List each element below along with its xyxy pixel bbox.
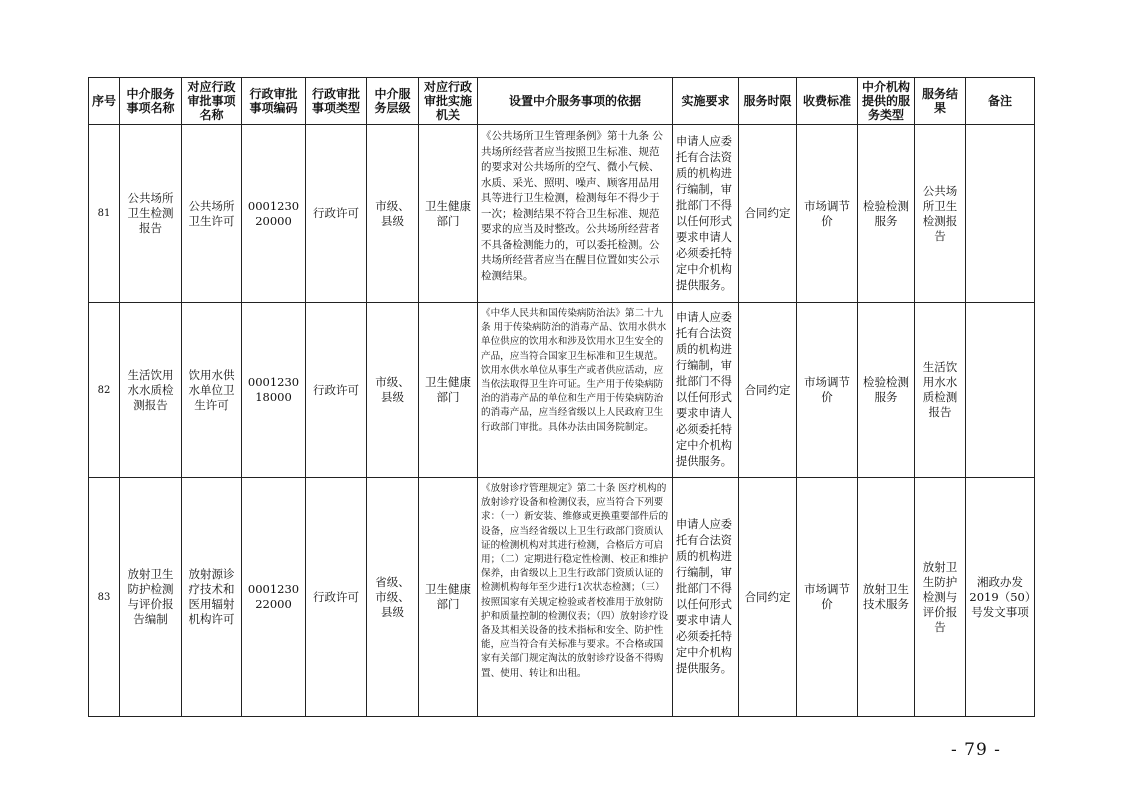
cell-approval-name: 饮用水供水单位卫生许可 — [182, 303, 242, 478]
cell-agency: 卫生健康部门 — [419, 303, 478, 478]
cell-level: 市级、县级 — [367, 303, 419, 478]
cell-seq: 82 — [89, 303, 120, 478]
cell-result: 公共场所卫生检测报告 — [915, 125, 966, 303]
cell-seq: 83 — [89, 478, 120, 717]
cell-service-type: 放射卫生技术服务 — [858, 478, 915, 717]
table-row — [89, 125, 1035, 303]
cell-agency: 卫生健康部门 — [419, 125, 478, 303]
cell-fee: 市场调节价 — [797, 303, 858, 478]
cell-remark: 湘政办发2019（50）号发文事项 — [966, 478, 1035, 717]
cell-code: 000123018000 — [242, 303, 306, 478]
table-row — [89, 478, 1035, 717]
header-level: 中介服务层级 — [367, 78, 419, 125]
header-seq: 序号 — [89, 78, 120, 125]
header-approval-type: 行政审批事项类型 — [306, 78, 367, 125]
table-header-row — [89, 78, 1035, 125]
cell-requirement: 申请人应委托有合法资质的机构进行编制，审批部门不得以任何形式要求申请人必须委托特定中介机构提供服务。 — [673, 478, 739, 717]
cell-basis: 《公共场所卫生管理条例》第十九条 公共场所经营者应当按照卫生标准、规范的要求对公共场所的空气、微小气候、水质、采光、照明、噪声、顾客用品用具等进行卫生检测，检测每年不得少于一次；检测结果不符合卫生标准、规范要求的应当及时整改。公共场所经营者不具备检测能力的，可以委托检测。公共场所经营者应当在醒目位置如实公示检测结果。 — [478, 125, 673, 303]
cell-time-limit: 合同约定 — [739, 303, 797, 478]
cell-approval-type: 行政许可 — [306, 478, 367, 717]
cell-approval-type: 行政许可 — [306, 303, 367, 478]
cell-seq: 81 — [89, 125, 120, 303]
table-row — [89, 303, 1035, 478]
service-items-table — [88, 77, 1035, 717]
cell-service-name: 放射卫生防护检测与评价报告编制 — [120, 478, 182, 717]
cell-approval-type: 行政许可 — [306, 125, 367, 303]
cell-approval-name: 公共场所卫生许可 — [182, 125, 242, 303]
cell-service-type: 检验检测服务 — [858, 303, 915, 478]
header-requirement: 实施要求 — [673, 78, 739, 125]
header-service-type: 中介机构提供的服务类型 — [858, 78, 915, 125]
cell-time-limit: 合同约定 — [739, 478, 797, 717]
cell-fee: 市场调节价 — [797, 125, 858, 303]
cell-code: 000123022000 — [242, 478, 306, 717]
cell-basis: 《中华人民共和国传染病防治法》第二十九条 用于传染病防治的消毒产品、饮用水供水单位供应的饮用水和涉及饮用水卫生安全的产品，应当符合国家卫生标准和卫生规范。饮用水供水单位从事生产或者供应活动，应当依法取得卫生许可证。生产用于传染病防治的消毒产品的单位和生产用于传染病防治的消毒产品，应当经省级以上人民政府卫生行政部门审批。具体办法由国务院制定。 — [478, 303, 673, 478]
cell-approval-name: 放射源诊疗技术和医用辐射机构许可 — [182, 478, 242, 717]
header-service-name: 中介服务事项名称 — [120, 78, 182, 125]
header-remark: 备注 — [966, 78, 1035, 125]
header-fee: 收费标准 — [797, 78, 858, 125]
cell-level: 市级、县级 — [367, 125, 419, 303]
cell-basis: 《放射诊疗管理规定》第二十条 医疗机构的放射诊疗设备和检测仪表，应当符合下列要求：（一）新安装、维修或更换重要部件后的设备，应当经省级以上卫生行政部门资质认证的检测机构对其进行检测，合格后方可启用；（二）定期进行稳定性检测、校正和维护保养，由省级以上卫生行政部门资质认证的检测机构每年至少进行1次状态检测；（三）按照国家有关规定检验或者校准用于放射防护和质量控制的检测仪表；（四）放射诊疗设备及其相关设备的技术指标和安全、防护性能，应当符合有关标准与要求。不合格或国家有关部门规定淘汰的放射诊疗设备不得购置、使用、转让和出租。 — [478, 478, 673, 717]
header-result: 服务结果 — [915, 78, 966, 125]
cell-service-name: 公共场所卫生检测报告 — [120, 125, 182, 303]
cell-time-limit: 合同约定 — [739, 125, 797, 303]
cell-code: 000123020000 — [242, 125, 306, 303]
cell-fee: 市场调节价 — [797, 478, 858, 717]
header-code: 行政审批事项编码 — [242, 78, 306, 125]
header-basis: 设置中介服务事项的依据 — [478, 78, 673, 125]
cell-remark — [966, 125, 1035, 303]
cell-requirement: 申请人应委托有合法资质的机构进行编制，审批部门不得以任何形式要求申请人必须委托特定中介机构提供服务。 — [673, 303, 739, 478]
cell-service-name: 生活饮用水水质检测报告 — [120, 303, 182, 478]
cell-service-type: 检验检测服务 — [858, 125, 915, 303]
cell-remark — [966, 303, 1035, 478]
header-time-limit: 服务时限 — [739, 78, 797, 125]
page-number: - 79 - — [951, 740, 1001, 760]
cell-result: 放射卫生防护检测与评价报告 — [915, 478, 966, 717]
cell-result: 生活饮用水水质检测报告 — [915, 303, 966, 478]
header-approval-name: 对应行政审批事项名称 — [182, 78, 242, 125]
cell-agency: 卫生健康部门 — [419, 478, 478, 717]
cell-level: 省级、市级、县级 — [367, 478, 419, 717]
header-agency: 对应行政审批实施机关 — [419, 78, 478, 125]
cell-requirement: 申请人应委托有合法资质的机构进行编制，审批部门不得以任何形式要求申请人必须委托特定中介机构提供服务。 — [673, 125, 739, 303]
